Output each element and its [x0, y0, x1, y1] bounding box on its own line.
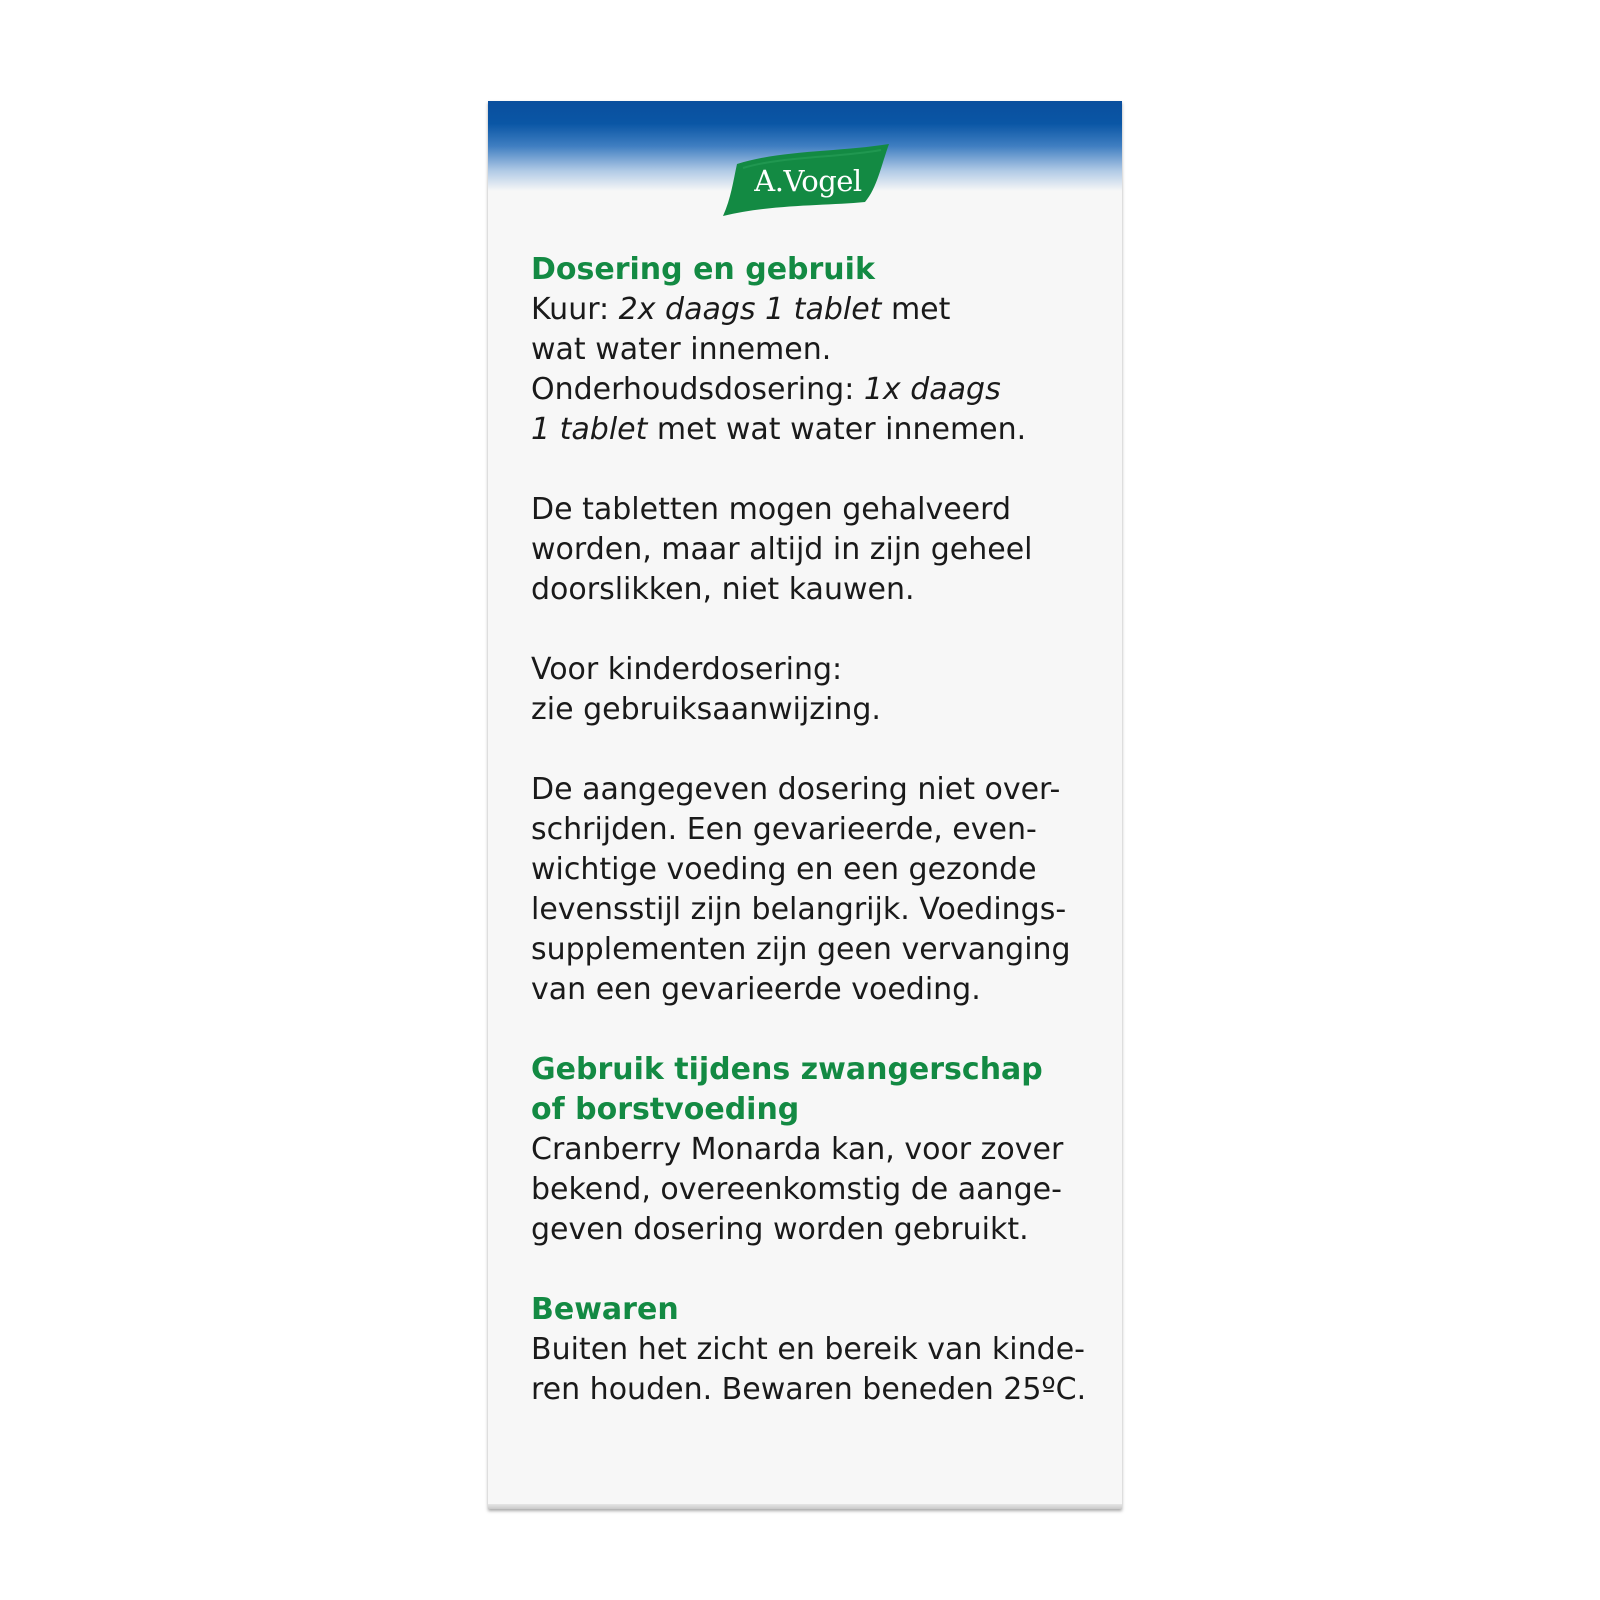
- warning-paragraph: [531, 770, 1111, 1010]
- text-line: Cranberry Monarda kan, voor zover: [531, 1132, 1064, 1167]
- storage-paragraph: [531, 1330, 1111, 1410]
- onderhoud-label: Onderhoudsdosering:: [531, 372, 864, 407]
- text-line: zie gebruiksaanwijzing.: [531, 692, 881, 727]
- pregnancy-heading: [531, 1050, 1111, 1130]
- package-panel: [488, 101, 1122, 1509]
- kuur-dose: 2x daags 1 tablet: [618, 292, 882, 327]
- tablets-paragraph: [531, 490, 1111, 610]
- pregnancy-paragraph: [531, 1130, 1111, 1250]
- text-line: De aangegeven dosering niet over-: [531, 772, 1061, 807]
- text-line: Voor kinderdosering:: [531, 652, 843, 687]
- storage-heading: Bewaren: [531, 1292, 679, 1327]
- logo-text: A.Vogel: [754, 164, 862, 198]
- onderhoud-dose: 1x daags: [863, 372, 1001, 407]
- text-line: schrijden. Een gevarieerde, even-: [531, 812, 1037, 847]
- text-line: De tabletten mogen gehalveerd: [531, 492, 1011, 527]
- onderhoud-dose-2: 1 tablet: [531, 412, 648, 447]
- avogel-logo: [721, 144, 891, 216]
- kuur-line-2: wat water innemen.: [531, 332, 832, 367]
- label-text: [531, 250, 1111, 1410]
- text-line: levensstijl zijn belangrijk. Voedings-: [531, 892, 1067, 927]
- text-line: worden, maar altijd in zijn geheel: [531, 532, 1033, 567]
- dosage-kuur: [531, 290, 1111, 450]
- text-line: supplementen zijn geen vervanging: [531, 932, 1071, 967]
- kuur-label: Kuur:: [531, 292, 619, 327]
- children-paragraph: [531, 650, 1111, 730]
- kuur-rest: met: [881, 292, 951, 327]
- text-line: doorslikken, niet kauwen.: [531, 572, 915, 607]
- onderhoud-rest: met wat water innemen.: [647, 412, 1027, 447]
- text-line: ren houden. Bewaren beneden 25ºC.: [531, 1372, 1087, 1407]
- heading-line: Gebruik tijdens zwangerschap: [531, 1052, 1043, 1087]
- text-line: Buiten het zicht en bereik van kinde-: [531, 1332, 1085, 1367]
- dosage-heading: Dosering en gebruik: [531, 252, 875, 287]
- text-line: van een gevarieerde voeding.: [531, 972, 981, 1007]
- text-line: wichtige voeding en een gezonde: [531, 852, 1037, 887]
- text-line: bekend, overeenkomstig de aange-: [531, 1172, 1062, 1207]
- heading-line: of borstvoeding: [531, 1092, 800, 1127]
- text-line: geven dosering worden gebruikt.: [531, 1212, 1029, 1247]
